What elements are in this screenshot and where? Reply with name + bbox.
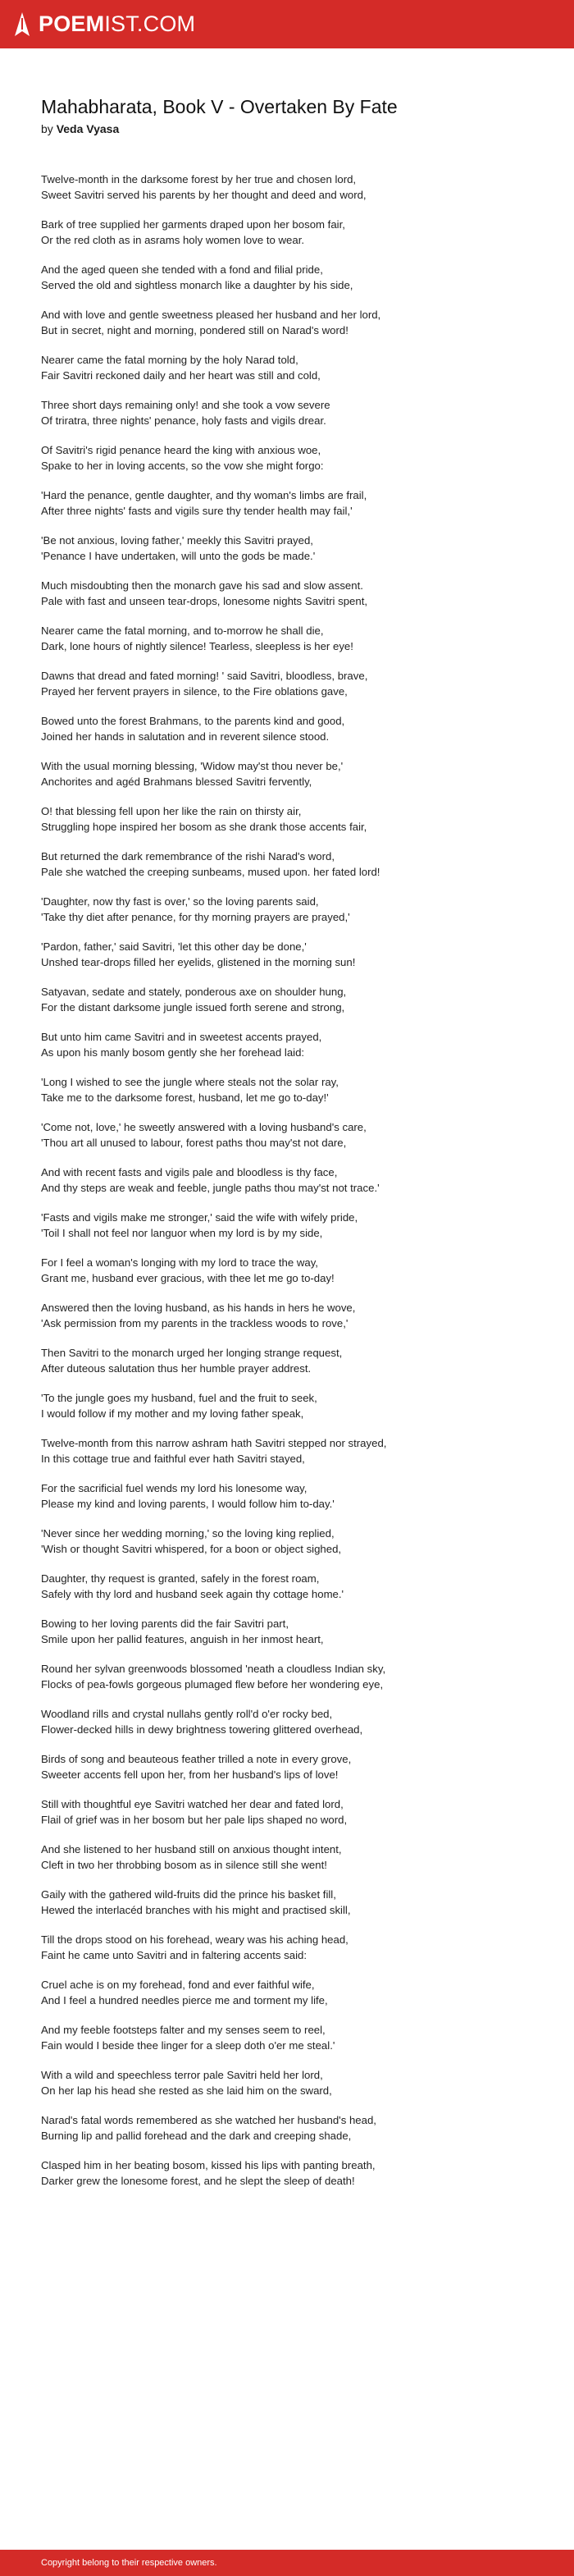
poem-stanza [41,1255,541,1286]
poem-line: And the aged queen she tended with a fond and filial pride, [41,263,323,276]
site-logo-link[interactable] [13,0,195,48]
poem-stanza [41,307,541,338]
poem-stanza [41,2022,541,2053]
poem-line: Faint he came unto Savitri and in faltering accents said: [41,1949,308,1961]
quill-pen-icon [13,11,31,38]
poem-title: Mahabharata, Book V - Overtaken By Fate [41,96,398,117]
poem-line: Dark, lone hours of nightly silence! Tearless, sleepless is her eye! [41,640,353,652]
poem-stanza [41,262,541,293]
poem-stanza [41,984,541,1015]
poem-line: Of triratra, three nights' penance, holy fasts and vigils drear. [41,414,326,427]
poem-line: 'Thou art all unused to labour, forest paths thou may'st not dare, [41,1137,347,1149]
poem-byline [41,121,541,136]
poem-line: 'Penance I have undertaken, will unto the gods be made.' [41,550,316,562]
poem-stanza [41,894,541,925]
poem-line: Then Savitri to the monarch urged her longing strange request, [41,1347,343,1359]
site-header [0,0,574,48]
poem-line: Satyavan, sedate and stately, ponderous axe on shoulder hung, [41,986,347,998]
poem-line: Till the drops stood on his forehead, weary was his aching head, [41,1933,348,1946]
poem-stanza [41,1300,541,1331]
poem-line: Three short days remaining only! and she took a vow severe [41,399,330,411]
poem-line: Of Savitri's rigid penance heard the king with anxious woe, [41,444,321,456]
poem-stanza [41,2157,541,2189]
poem-line: Unshed tear-drops filled her eyelids, glistened in the morning sun! [41,956,356,968]
poem-line: And my feeble footsteps falter and my senses seem to reel, [41,2024,326,2036]
poem-line: 'Never since her wedding morning,' so the loving king replied, [41,1527,335,1540]
poem-stanza [41,1661,541,1692]
poem-line: Flower-decked hills in dewy brightness towering glittered overhead, [41,1723,363,1736]
poem-stanza [41,578,541,609]
poem-stanza [41,1119,541,1151]
poem-line: Please my kind and loving parents, I would follow him to-day.' [41,1498,335,1510]
poem-line: 'Hard the penance, gentle daughter, and thy woman's limbs are frail, [41,489,367,501]
poem-line: Spake to her in loving accents, so the vow she might forgo: [41,460,324,472]
poem-stanza [41,758,541,789]
poem-stanza [41,1706,541,1737]
poem-line: Anchorites and agéd Brahmans blessed Savitri fervently, [41,776,312,788]
poem-stanza [41,713,541,744]
poem-stanza [41,172,541,203]
poem-line: Dawns that dread and fated morning! ' said Savitri, bloodless, brave, [41,670,368,682]
poem-line: For the distant darksome jungle issued forth serene and strong, [41,1001,345,1013]
poem-line: 'Take thy diet after penance, for thy morning prayers are prayed,' [41,911,350,923]
poem-line: Sweet Savitri served his parents by her thought and deed and word, [41,189,367,201]
poem-line: After duteous salutation thus her humble prayer addrest. [41,1362,312,1375]
poem-line: Birds of song and beauteous feather trilled a note in every grove, [41,1753,352,1765]
poem-line: Prayed her fervent prayers in silence, to the Fire oblations gave, [41,685,348,698]
poem-stanza [41,1164,541,1196]
poem-line: 'To the jungle goes my husband, fuel and the fruit to seek, [41,1392,317,1404]
poem-line: Answered then the loving husband, as his hands in hers he wove, [41,1302,356,1314]
poem-line: Grant me, husband ever gracious, with thee let me go to-day! [41,1272,335,1284]
poem-line: 'Be not anxious, loving father,' meekly this Savitri prayed, [41,534,313,547]
poem-line: Still with thoughtful eye Savitri watched her dear and fated lord, [41,1798,344,1810]
poem-stanza [41,939,541,970]
poem-stanza [41,803,541,835]
poem-stanza [41,1842,541,1873]
poem-line: Nearer came the fatal morning by the holy Narad told, [41,354,298,366]
poem-line: Gaily with the gathered wild-fruits did the prince his basket fill, [41,1888,336,1901]
poem-line: But returned the dark remembrance of the rishi Narad's word, [41,850,335,862]
poem-line: I would follow if my mother and my loving father speak, [41,1407,304,1420]
site-footer [0,2550,574,2576]
logo-wordmark: POEMIST.COM [39,11,196,36]
poem-line: But unto him came Savitri and in sweetest accents prayed, [41,1031,322,1043]
poem-stanza [41,849,541,880]
poem-line: Flocks of pea-fowls gorgeous plumaged flew before her wondering eye, [41,1678,384,1691]
poem-line: Served the old and sightless monarch like a daughter by his side, [41,279,353,291]
poem-line: 'Come not, love,' he sweetly answered with a loving husband's care, [41,1121,367,1133]
poem-stanza [41,2067,541,2098]
poem-line: Take me to the darksome forest, husband, let me go to-day!' [41,1091,329,1104]
poem-content [41,95,541,2203]
poem-line: 'Toil I shall not feel nor languor when my lord is by my side, [41,1227,323,1239]
poem-line: Cruel ache is on my forehead, fond and ever faithful wife, [41,1979,315,1991]
poem-stanza [41,1932,541,1963]
poem-line: With the usual morning blessing, 'Widow may'st thou never be,' [41,760,344,772]
poem-line: Struggling hope inspired her bosom as she drank those accents fair, [41,821,367,833]
poem-stanza [41,1435,541,1466]
poem-stanza [41,397,541,428]
poem-line: On her lap his head she rested as she laid him on the sward, [41,2084,332,2097]
poem-line: Pale with fast and unseen tear-drops, lonesome nights Savitri spent, [41,595,368,607]
poem-line: And I feel a hundred needles pierce me and torment my life, [41,1994,328,2006]
poem-stanza [41,1526,541,1557]
poem-line: For I feel a woman's longing with my lord to trace the way, [41,1256,318,1269]
poem-stanza [41,1029,541,1060]
poem-line: And with love and gentle sweetness pleased her husband and her lord, [41,309,381,321]
poem-stanza [41,442,541,474]
poem-stanza [41,1751,541,1782]
poem-stanza [41,1977,541,2008]
poem-line: In this cottage true and faithful ever hath Savitri stayed, [41,1453,305,1465]
poem-line: But in secret, night and morning, pondered still on Narad's word! [41,324,348,336]
poem-line: Woodland rills and crystal nullahs gently roll'd o'er rocky bed, [41,1708,333,1720]
poem-stanza [41,2112,541,2144]
poem-line: And she listened to her husband still on anxious thought intent, [41,1843,342,1855]
poem-line: 'Pardon, father,' said Savitri, 'let this other day be done,' [41,940,307,953]
poem-line: O! that blessing fell upon her like the rain on thirsty air, [41,805,302,817]
poem-line: Twelve-month in the darksome forest by her true and chosen lord, [41,173,357,185]
poem-line: As upon his manly bosom gently she her forehead laid: [41,1046,305,1059]
poem-body [41,172,541,2189]
poem-line: Fair Savitri reckoned daily and her heart was still and cold, [41,369,321,382]
poem-line: Bowing to her loving parents did the fair Savitri part, [41,1617,289,1630]
poem-line: 'Wish or thought Savitri whispered, for a boon or object sighed, [41,1543,342,1555]
by-label: by [41,122,53,135]
poem-stanza [41,487,541,519]
poem-stanza [41,217,541,248]
poem-stanza [41,1571,541,1602]
author-link[interactable]: Veda Vyasa [56,122,120,135]
poem-stanza [41,1480,541,1512]
poem-line: 'Fasts and vigils make me stronger,' said the wife with wifely pride, [41,1211,358,1224]
poem-line: Round her sylvan greenwoods blossomed 'neath a cloudless Indian sky, [41,1663,386,1675]
poem-line: And with recent fasts and vigils pale and bloodless is thy face, [41,1166,338,1178]
poem-stanza [41,1796,541,1828]
poem-stanza [41,1390,541,1421]
poem-line: Bowed unto the forest Brahmans, to the parents kind and good, [41,715,345,727]
poem-line: 'Long I wished to see the jungle where steals not the solar ray, [41,1076,339,1088]
copyright-text: Copyright belong to their respective owners. [41,2558,217,2568]
poem-line: Hewed the interlacéd branches with his might and practised skill, [41,1904,351,1916]
poem-line: With a wild and speechless terror pale Savitri held her lord, [41,2069,323,2081]
poem-line: Burning lip and pallid forehead and the dark and creeping shade, [41,2130,352,2142]
poem-line: Darker grew the lonesome forest, and he slept the sleep of death! [41,2175,355,2187]
poem-stanza [41,352,541,383]
poem-line: Sweeter accents fell upon her, from her husband's lips of love! [41,1768,339,1781]
poem-line: Bark of tree supplied her garments draped upon her bosom fair, [41,218,345,231]
poem-stanza [41,533,541,564]
poem-stanza [41,1345,541,1376]
poem-stanza [41,1616,541,1647]
poem-line: Safely with thy lord and husband seek again thy cottage home.' [41,1588,344,1600]
poem-line: Pale she watched the creeping sunbeams, mused upon. her fated lord! [41,866,380,878]
poem-line: 'Ask permission from my parents in the trackless woods to rove,' [41,1317,348,1329]
poem-line: Much misdoubting then the monarch gave his sad and slow assent. [41,579,363,592]
poem-line: Narad's fatal words remembered as she watched her husband's head, [41,2114,376,2126]
poem-line: And thy steps are weak and feeble, jungle paths thou may'st not trace.' [41,1182,380,1194]
poem-stanza [41,1210,541,1241]
poem-line: Smile upon her pallid features, anguish in her inmost heart, [41,1633,324,1645]
poem-line: Cleft in two her throbbing bosom as in silence still she went! [41,1859,327,1871]
poem-line: Fain would I beside thee linger for a sleep doth o'er me steal.' [41,2039,335,2052]
poem-line: Flail of grief was in her bosom but her pale lips shaped no word, [41,1814,348,1826]
poem-stanza [41,1074,541,1105]
poem-line: Joined her hands in salutation and in reverent silence stood. [41,730,330,743]
poem-line: For the sacrificial fuel wends my lord his lonesome way, [41,1482,308,1494]
poem-stanza [41,668,541,699]
poem-line: Nearer came the fatal morning, and to-morrow he shall die, [41,625,324,637]
poem-stanza [41,1887,541,1918]
poem-line: Clasped him in her beating bosom, kissed his lips with panting breath, [41,2159,376,2171]
poem-line: 'Daughter, now thy fast is over,' so the loving parents said, [41,895,319,908]
poem-line: Or the red cloth as in asrams holy women love to wear. [41,234,305,246]
poem-stanza [41,623,541,654]
poem-line: After three nights' fasts and vigils sure thy tender health may fail,' [41,505,353,517]
poem-line: Twelve-month from this narrow ashram hath Savitri stepped nor strayed, [41,1437,387,1449]
poem-line: Daughter, thy request is granted, safely in the forest roam, [41,1572,320,1585]
